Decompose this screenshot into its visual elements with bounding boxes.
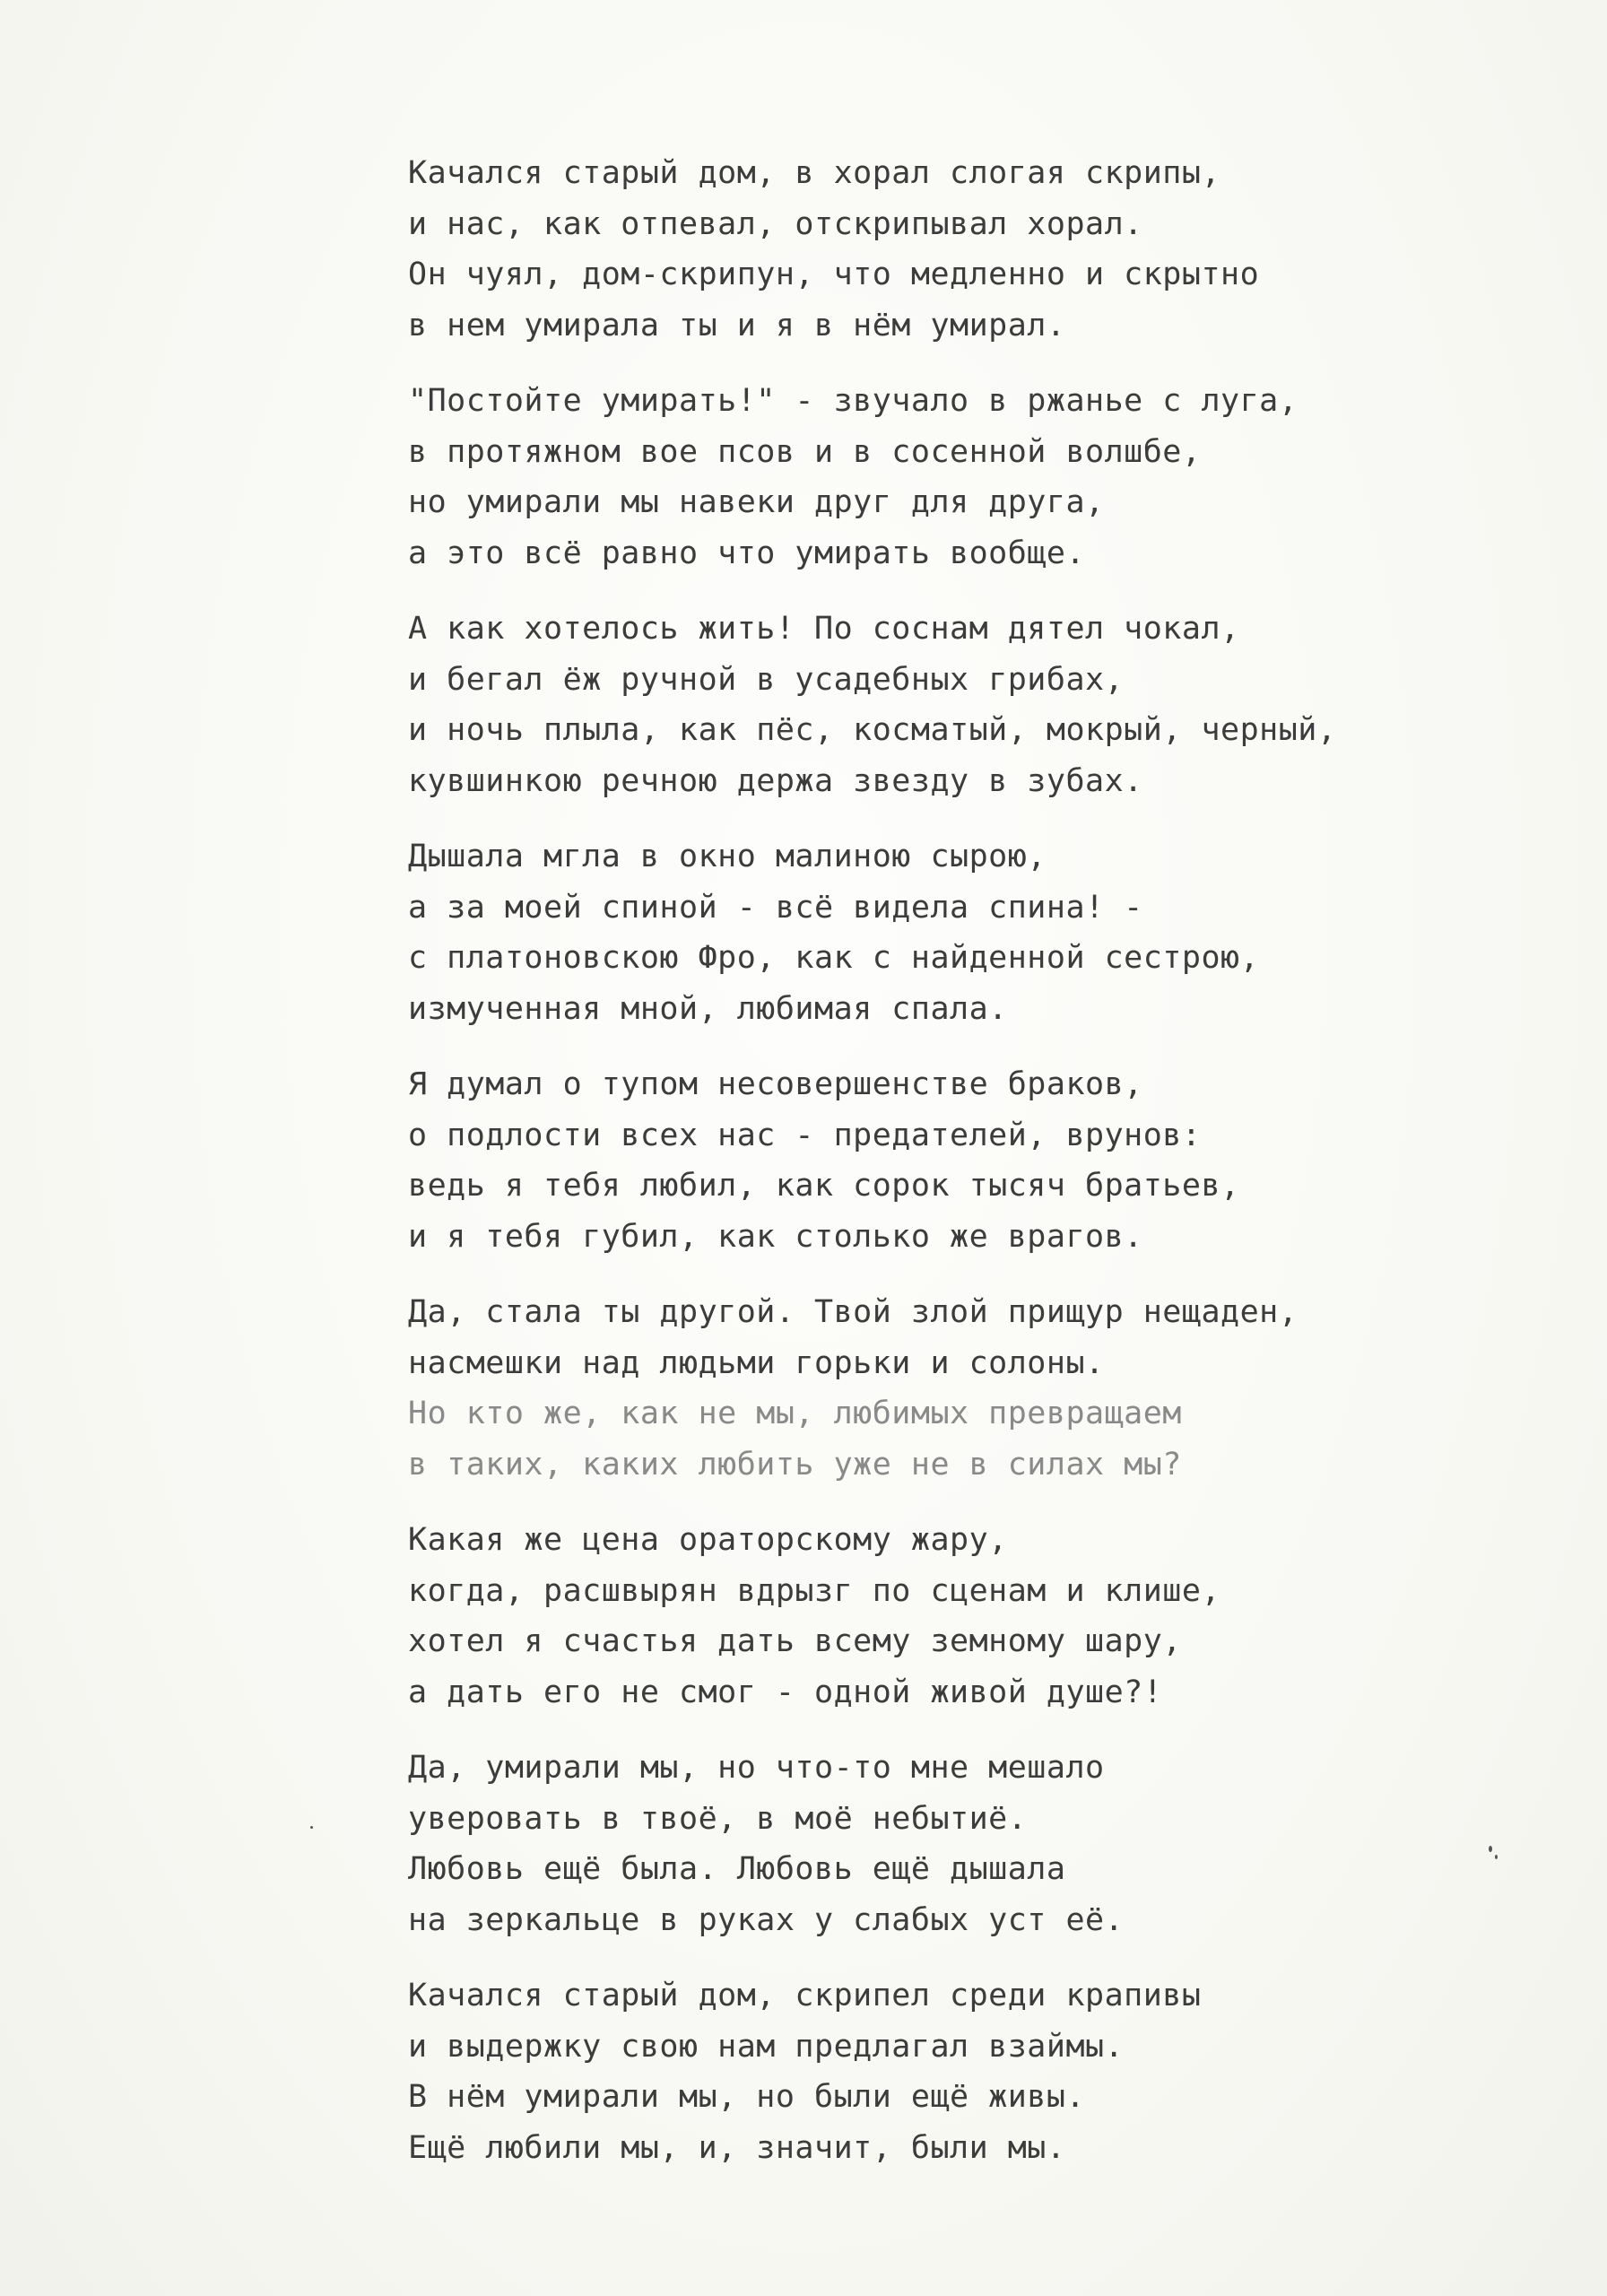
stanza-2 [408, 376, 1574, 578]
paper-speck [1495, 1855, 1498, 1859]
poem-line: измученная мной, любимая спала. [408, 990, 1008, 1027]
poem-line: Ещё любили мы, и, значит, были мы. [408, 2129, 1066, 2166]
poem-line: насмешки над людьми горьки и солоны. [408, 1344, 1105, 1381]
stanza-8 [408, 1743, 1574, 1945]
poem-line: и выдержку свою нам предлагал взаймы. [408, 2028, 1125, 2065]
poem-line: и ночь плыла, как пёс, косматый, мокрый, черный, [408, 712, 1337, 748]
poem-line: хотел я счастья дать всему земному шару, [408, 1623, 1182, 1659]
poem-line: Я думал о тупом несовершенстве браков, [408, 1066, 1143, 1102]
poem-line: и нас, как отпевал, отскрипывал хорал. [408, 205, 1143, 242]
poem-line: Да, стала ты другой. Твой злой прищур нещаден, [408, 1294, 1299, 1330]
stanza-3 [408, 604, 1574, 806]
poem-line: Дышала мгла в окно малиною сырою, [408, 839, 1047, 874]
stanza-5 [408, 1059, 1574, 1262]
poem-line: но умирали мы навеки друг для друга, [408, 484, 1105, 520]
poem-line: ведь я тебя любил, как сорок тысяч братьев, [408, 1168, 1240, 1204]
poem-line: уверовать в твоё, в моё небытиё. [408, 1800, 1028, 1837]
poem-line: а дать его не смог - одной живой душе?! [408, 1674, 1163, 1710]
poem [408, 148, 1574, 2198]
poem-line: Но кто же, как не мы, любимых превращаем [408, 1396, 1182, 1431]
poem-line: Он чуял, дом-скрипун, что медленно и скрытно [408, 257, 1260, 292]
poem-line: Какая же цена ораторскому жару, [408, 1522, 1008, 1558]
poem-line: на зеркальце в руках у слабых уст её. [408, 1901, 1125, 1938]
stanza-7 [408, 1515, 1574, 1718]
stanza-4 [408, 831, 1574, 1034]
poem-line: и я тебя губил, как столько же врагов. [408, 1218, 1143, 1255]
poem-line: в протяжном вое псов и в сосенной волшбе, [408, 433, 1202, 470]
poem-line: "Постойте умирать!" - звучало в ржанье с луга, [408, 383, 1299, 419]
poem-line: А как хотелось жить! По соснам дятел чокал, [408, 611, 1240, 647]
poem-line: Любовь ещё была. Любовь ещё дышала [408, 1851, 1066, 1887]
poem-line: с платоновскою Фро, как с найденной сестрою, [408, 940, 1260, 976]
stanza-6 [408, 1287, 1574, 1490]
poem-line: и бегал ёж ручной в усадебных грибах, [408, 661, 1125, 698]
poem-line: о подлости всех нас - предателей, врунов: [408, 1117, 1202, 1153]
poem-line: в таких, каких любить уже не в силах мы? [408, 1446, 1182, 1483]
poem-line: кувшинкою речною держа звезду в зубах. [408, 762, 1143, 799]
poem-line: Качался старый дом, в хорал слогая скрипы, [408, 155, 1221, 191]
stanza-1 [408, 148, 1574, 351]
poem-line: а за моей спиной - всё видела спина! - [408, 889, 1143, 926]
poem-line: Качался старый дом, скрипел среди крапивы [408, 1978, 1202, 2013]
poem-line: когда, расшвырян вдрызг по сценам и клише, [408, 1572, 1221, 1609]
paper-speck [310, 1826, 313, 1829]
stanza-9 [408, 1970, 1574, 2173]
poem-line: в нем умирала ты и я в нём умирал. [408, 307, 1066, 344]
paper-speck [1489, 1846, 1492, 1852]
poem-line: а это всё равно что умирать вообще. [408, 535, 1086, 571]
poem-line: Да, умирали мы, но что-то мне мешало [408, 1750, 1105, 1786]
poem-line: В нём умирали мы, но были ещё живы. [408, 2079, 1086, 2115]
